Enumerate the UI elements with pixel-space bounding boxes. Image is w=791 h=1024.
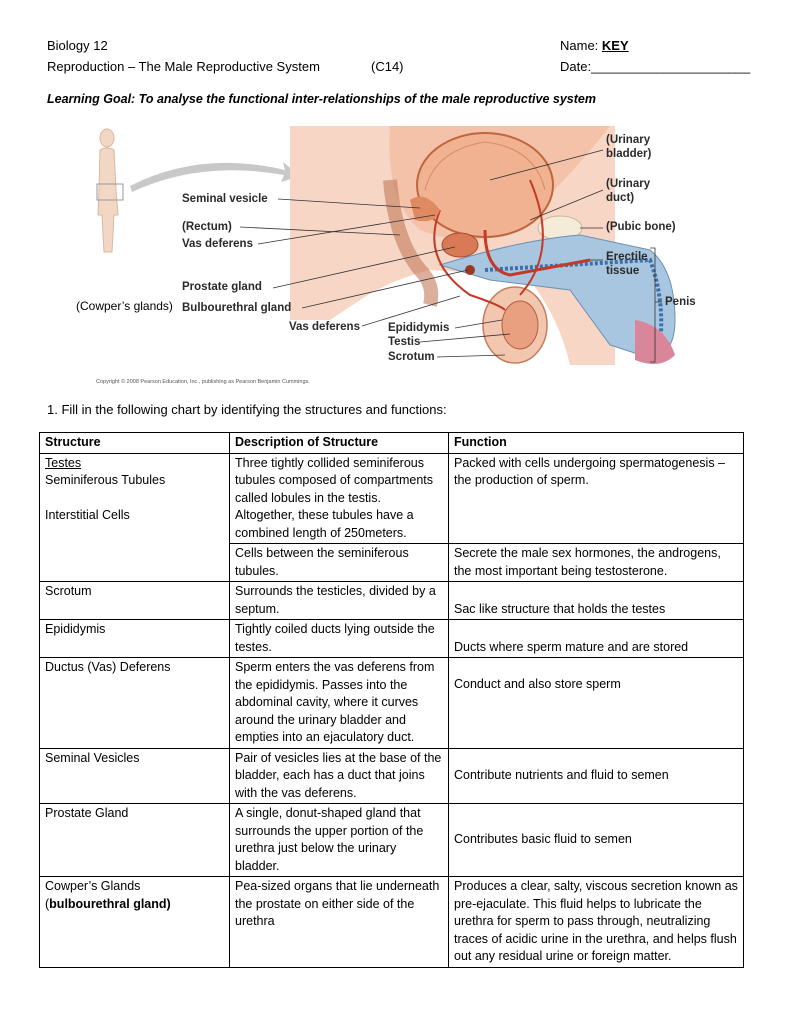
label-urinary-duct [606,177,650,205]
structure-bulbourethral-label [45,896,224,914]
label-vas-deferens: Vas deferens [182,238,253,250]
table-row [40,804,744,877]
table-row [40,582,744,620]
structures-table [39,432,744,968]
description-cell: A single, donut-shaped gland that surrounds the upper portion of the urethra just below the urinary bladder. [230,804,449,877]
table-row [40,877,744,968]
label-bulbourethral-gland: Bulbourethral gland [182,302,292,314]
label-cowpers-glands: (Cowper’s glands) [76,299,173,313]
structure-cell: Prostate Gland [40,804,230,877]
table-row [40,453,744,544]
table-row [40,658,744,749]
course-title: Biology 12 [47,38,108,53]
unit-code: (C14) [371,59,404,74]
description-cell: Sperm enters the vas deferens from the epididymis. Passes into the abdominal cavity, where it curves around the urinary bladder and empties into an ejaculatory duct. [230,658,449,749]
learning-goal: Learning Goal: To analyse the functional inter-relationships of the male reproductive system [47,92,596,106]
structure-interstitial-label: Interstitial Cells [45,508,130,522]
function-cell: Conduct and also store sperm [449,658,744,749]
function-cell: Secrete the male sex hormones, the androgens, the most important being testosterone. [449,544,744,582]
structure-cowpers-label: Cowper’s Glands [45,879,141,893]
description-cell: Pair of vesicles lies at the base of the bladder, each has a duct that joins with the vas deferens. [230,748,449,804]
date-field: Date:______________________ [560,59,751,74]
function-cell: Sac like structure that holds the testes [449,582,744,620]
structure-seminiferous-label: Seminiferous Tubules [45,473,166,487]
spacer [45,490,224,508]
structure-testes [40,453,230,582]
name-value: KEY [601,38,629,53]
structure-cell: Epididymis [40,620,230,658]
function-cell: Packed with cells undergoing spermatogenesis – the production of sperm. [449,453,744,544]
structure-cell: Seminal Vesicles [40,748,230,804]
structure-cell: Ductus (Vas) Deferens [40,658,230,749]
table-header-row [40,433,744,454]
label-testis: Testis [388,336,421,348]
label-line: bladder) [606,148,652,160]
human-silhouette-icon [98,129,118,252]
label-line: tissue [606,265,640,277]
description-cell: Pea-sized organs that lie underneath the prostate on either side of the urethra [230,877,449,968]
label-pubic-bone: (Pubic bone) [606,221,676,233]
unit-title: Reproduction – The Male Reproductive System [47,59,320,74]
structure-cell: Scrotum [40,582,230,620]
figure-copyright: Copyright © 2008 Pearson Education, Inc., publishing as Pearson Benjamin Cummings. [96,379,310,385]
label-epididymis: Epididymis [388,322,450,334]
label-seminal-vesicle: Seminal vesicle [182,193,268,205]
table-row [40,748,744,804]
description-cell: Cells between the seminiferous tubules. [230,544,449,582]
question-1: 1. Fill in the following chart by identifying the structures and functions: [47,402,447,417]
header-description: Description of Structure [230,433,449,454]
bulbourethral-bold: bulbourethral gland) [49,896,171,911]
label-erectile-tissue [606,250,648,278]
function-cell: Contributes basic fluid to semen [449,804,744,877]
function-cell: Produces a clear, salty, viscous secretion known as pre-ejaculate. This fluid helps to lubricate the urethra for sperm to pass through, neutralizing traces of acidic urine in the urethra, and helps flush out any residual urine or foreign matter. [449,877,744,968]
function-cell: Ducts where sperm mature and are stored [449,620,744,658]
label-vas-deferens-2: Vas deferens [289,321,360,333]
function-cell: Contribute nutrients and fluid to semen [449,748,744,804]
description-cell: Tightly coiled ducts lying outside the testes. [230,620,449,658]
reproductive-system-figure [76,120,710,390]
name-field [560,38,629,53]
name-label: Name: [560,38,599,53]
header-structure: Structure [40,433,230,454]
label-line: (Urinary [606,178,651,190]
description-cell: Surrounds the testicles, divided by a septum. [230,582,449,620]
label-line: Erectile [606,251,648,263]
header-function: Function [449,433,744,454]
label-urinary-bladder [606,133,651,161]
description-cell: Three tightly collided seminiferous tubules composed of compartments called lobules in the testis. Altogether, these tubules have a combined length of 250meters. [230,453,449,544]
label-rectum: (Rectum) [182,221,232,233]
label-penis: Penis [665,296,696,308]
label-prostate-gland: Prostate gland [182,281,262,293]
label-scrotum: Scrotum [388,351,435,363]
structure-testes-label: Testes [45,455,82,470]
table-row [40,620,744,658]
structure-cowpers [40,877,230,968]
paren: ( [45,896,50,911]
label-line: duct) [606,192,635,204]
label-line: (Urinary [606,134,651,146]
